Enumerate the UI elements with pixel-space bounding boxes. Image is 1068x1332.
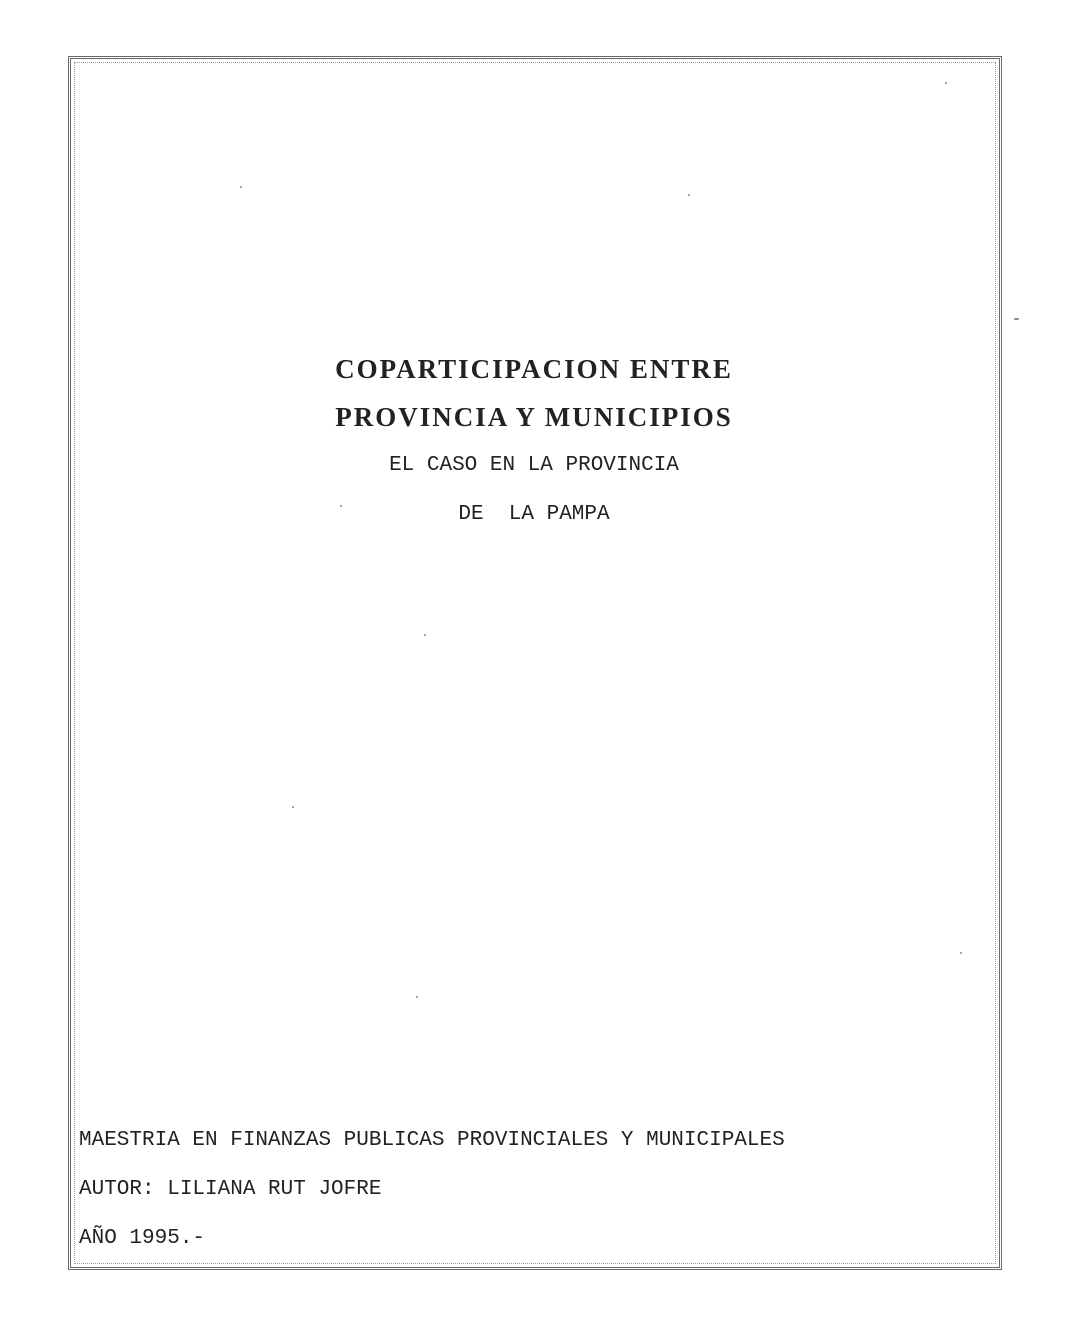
program-name: MAESTRIA EN FINANZAS PUBLICAS PROVINCIALES Y MUNICIPALES [79,1129,785,1152]
subtitle-line-2: DE LA PAMPA [458,503,610,526]
title-line-2: PROVINCIA Y MUNICIPIOS [335,402,733,432]
scan-speck [424,634,426,636]
year-line: AÑO 1995.- [79,1227,206,1250]
scan-speck [416,996,418,998]
scan-speck [688,194,690,196]
scan-speck [960,952,962,954]
scan-speck [1014,318,1019,320]
scan-speck [240,186,242,188]
title-line-1: COPARTICIPACION ENTRE [335,354,733,384]
scan-speck [340,505,342,507]
page-border [68,56,1002,1270]
subtitle-line-1: EL CASO EN LA PROVINCIA [389,454,679,477]
scan-speck [292,806,294,808]
author-line: AUTOR: LILIANA RUT JOFRE [79,1178,382,1201]
scan-speck [945,82,947,84]
